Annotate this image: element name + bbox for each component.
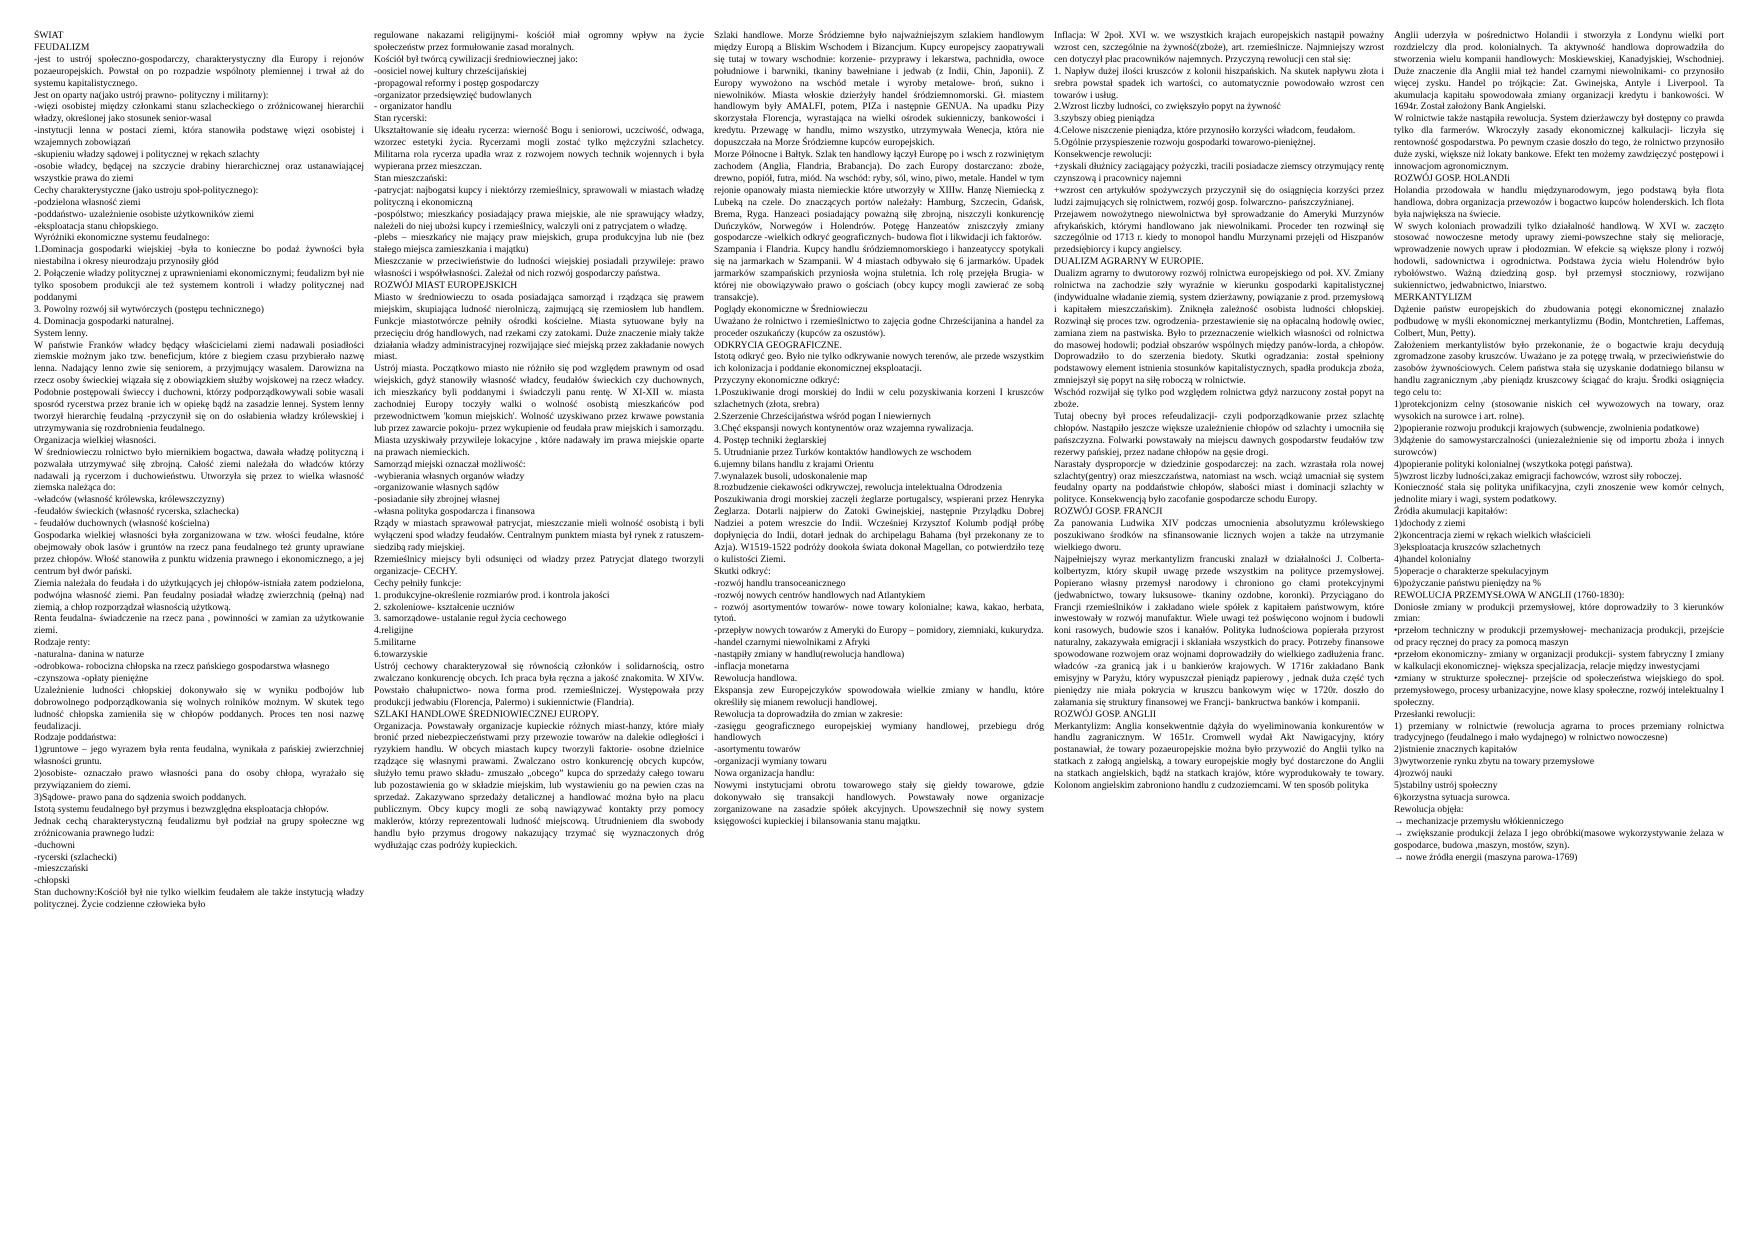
text-paragraph: -feudałów świeckich (własność rycerska, szlachecka) [34, 506, 239, 518]
text-paragraph: •przełom techniczny w produkcji przemysłowej- mechanizacja produkcji, przejście od pracy ręcznej do pracy za pomocą maszyn [1394, 625, 1724, 649]
text-paragraph: 2.Szerzenie Chrześcijaństwa wśród pogan I niewiernych [714, 411, 931, 422]
text-paragraph: ODKRYCIA GEOGRAFICZNE. [714, 339, 842, 351]
text-paragraph: Renta feudalna- świadczenie na rzecz pana , powinności w zamian za użytkowanie ziemi. [34, 613, 364, 637]
text-paragraph: FEUDALIZM [34, 41, 90, 53]
text-paragraph: Szampania i Flandria. Kupcy handlu śródziemnomorskiego i hanzeatyccy spotykali się na jarmarkach w Szampanii. W 4 miastach odbywało się 6 jarmarków. Upadek jarmarków szampańskich przyniosła wojna stuletnia. Ich rolę przejęła Brugia- w której nie obowiązywało prawo o gościach (obcy kupcy mogli zawierać ze sobą transakcje). [714, 244, 1044, 303]
text-paragraph: Inflacja: W 2poł. XVI w. we wszystkich krajach europejskich nastąpił poważny wzrost cen, szczególnie na żywność(zboże), art. rzemieślnicze. Najmniejszy wzrost cen dotyczył płac pracowników najemnych. Przyczyną rewolucji cen stał się: [1054, 30, 1384, 65]
text-paragraph: Anglii uderzyła w pośrednictwo Holandii i stworzyła z Londynu wielki port rozdzielczy dla prod. kolonialnych. Ta aktywność handlowa doprowadziła do stworzenia wielu kompanii handlowych: Moskiewskiej, Kanadyjskiej, Wschodniej. Duże znaczenie dla Anglii miał też handel czarnymi niewolnikami- co przynosiło więcej zysku. Handel po trójkącie: Zat. Gwinejska, Antyle i Liverpool. Ta akumulacja kapitału spowodowała zmiany organizacji kredytu i bankowości. W 1694r. Został założony Bank Angielski. [1394, 30, 1724, 113]
text-paragraph: 1. produkcyjne-określenie rozmiarów prod. i kontrola jakości [374, 589, 610, 601]
text-paragraph: W swych koloniach prowadzili tylko działalność handlową. W XVI w. zaczęto stosować nowoczesne metody uprawy ziemi-powszechne stały się melioracje, wprowadzenie nowych upraw i płodozmian. W efekcie są większe plony i rozwój hodowli, sadownictwa i ogrodnictwa. Podstawa życia wielu Holendrów było rybołówstwo. Ważną dziedziną gosp. był przemysł stoczniowy, rozwijano sukiennictwo, jedwabnictwo, lniarstwo. [1394, 220, 1724, 292]
text-paragraph: -asortymentu towarów [714, 744, 801, 756]
text-paragraph: W rolnictwie także nastąpiła rewolucja. System dzierżawczy był dostępny co prawda tylko dla farmerów. Wkroczyły zasady ekonomicznej kalkulacji- liczyła się rentowność gospodarstwa. Po pewnym czasie doszło do tego, że rolnictwo przynosiło duże zyski, większe niż lokaty bankowe. Efekt ten możemy zawdzięczyć postępowi i innowacjom agronomicznym. [1394, 113, 1724, 172]
text-paragraph: Ustrój miasta. Początkowo miasto nie różniło się pod względem prawnym od osad wiejskich, gdyż stanowiły własność władcy, feudałów świeckich czy duchownych, ich mieszkańcy byli poddanymi i świadczyli panu rentę. W XI-XII w. miasta zachodniej Europy toczyły walki o wolność osobistą mieszkańców pod przewodnictwem 'komun miejskich'. Wolność uzyskiwano przez krwawe powstania lub przez zawarcie pokoju- przez wykupienie od feudała praw miejskich i samorządu. Miasta uzyskiwały przywileje lokacyjne , które nadawały im prawa miejskie oparte na prawach niemieckich. [374, 363, 704, 458]
text-paragraph: Za panowania Ludwika XIV podczas umocnienia absolutyzmu królewskiego poszukiwano środków na sfinansowanie licznych wojen a także na utrzymanie wielkiego dworu. [1054, 518, 1384, 553]
text-paragraph: +wzrost cen artykułów spożywczych przyczynił się do osiągnięcia korzyści przez ludzi zajmujących się rolnictwem, rozwój gosp. folwarczno- pańszczyźnianej. [1054, 184, 1384, 208]
text-paragraph: - organizator handlu [374, 101, 452, 113]
text-paragraph: -poddaństwo- uzależnienie osobiste użytkowników ziemi [34, 208, 255, 220]
text-paragraph: SZLAKI HANDLOWE ŚREDNIOWIECZNEJ EUROPY. [374, 708, 599, 720]
text-paragraph: Istotą odkryć geo. Było nie tylko odkrywanie nowych terenów, ale przede wszystkim ich kolonizacja i poddanie ekonomicznej eksploatacji. [714, 351, 1044, 375]
text-paragraph: ŚWIAT [34, 30, 64, 41]
text-paragraph: Morze Północne i Bałtyk. Szlak ten handlowy łączył Europę po i wsch z rozwiniętym zachodem (Anglia, Flandria, Brabancja). Do zach Europy dostarczano: zboże, drewno, popiół, futra, miód. Na wschód: ryby, sól, wino, piwo, metale. Handel w tym rejonie opanowały miasta niemieckie które utworzyły w XIIIw. Hanzę Niemiecką z Lubeką na czele. Do znaczących portów należały: Hamburg, Szczecin, Gdańsk, Brema, Ryga. Hanzeaci posiadający poważną siłę zbrojną, niszczyli konkurencję Duńczyków, Norwegów i Holendrów. Potęgę Hanzeatów zniszczyły zmiany gospodarcze -wielkich odkryć geograficznych- budowa flot i likwidacji ich faktorów. [714, 149, 1044, 244]
text-paragraph: -patrycjat: najbogatsi kupcy i niektórzy rzemieślnicy, sprawowali w miastach władzę polityczną i ekonomiczną [374, 184, 704, 208]
text-paragraph: Ziemia należała do feudała i do użytkujących jej chłopów-istniała zatem podzielona, podwójna własność ziemi. Pan feudalny posiadał władzę zwierzchnią (pełną) nad ziemią, a chłop rozporządzał własnością użytkową. [34, 577, 364, 613]
text-column-3 [714, 30, 1044, 1230]
text-paragraph: -handel czarnymi niewolnikami z Afryki [714, 637, 871, 649]
document-page [34, 30, 1724, 1230]
text-paragraph: -więzi osobistej między członkami stanu szlacheckiego o zróżnicowanej hierarchii władzy, określonej jako stosunek senior-wasal [34, 101, 364, 125]
text-paragraph: -inflacja monetarna [714, 661, 789, 673]
text-paragraph: Rodzaje renty: [34, 637, 91, 649]
text-paragraph: MERKANTYLIZM [1394, 291, 1472, 303]
text-paragraph: Szlaki handlowe. Morze Śródziemne było najważniejszym szlakiem handlowym między Europą a Bliskim Wschodem i Bizancjum. Kupcy europejscy zaopatrywali się tutaj w towary wschodnie: korzenie- przyprawy i lekarstwa, pachnidła, owoce południowe i barwniki, tkaniny bawełniane i jedwab (z Indii, Chin, Japonii). Z Europy wywożono na wschód metale i wyroby metalowe- broń, sukno i niewolników. Miasta włoskie dzierżyły handel śródziemnomorski. Gł. miastem handlowym były AMALFI, potem, PIZa i następnie GENUA. Na upadku Pizy skorzystała Florencja, wyrastająca na wielki ośrodek sukienniczy, bankowości i kredytu. Przewagę w handlu, mimo wszystko, utrzymywała Wenecja, która nie dopuszczała na Morze Śródziemne kupców europejskich. [714, 30, 1044, 149]
text-paragraph: -nastąpiły zmiany w handlu(rewolucja handlowa) [714, 649, 905, 661]
text-paragraph: 8.rozbudzenie ciekawości odkrywczej, rewolucja intelektualna Odrodzenia [714, 482, 1002, 494]
text-paragraph: -rycerski (szlachecki) [34, 851, 117, 863]
text-paragraph: 2. szkoleniowe- kształcenie uczniów [374, 601, 515, 613]
text-paragraph: 4. Postęp techniki żeglarskiej [714, 434, 827, 446]
text-paragraph: → nowe źródła energii (maszyna parowa-1769) [1394, 851, 1578, 863]
text-paragraph: Ekspansja zew Europejczyków spowodowała wielkie zmiany w handlu, które określiły się mianem rewolucji handlowej. [714, 684, 1044, 708]
text-paragraph: Mieszczanie w przeciwieństwie do ludności wiejskiej posiadali przywileje: prawo własności i współwłasności. Zależał od nich rozwój gospodarczy państwa. [374, 256, 704, 280]
text-paragraph: W średniowieczu rolnictwo było miernikiem bogactwa, dawała władzę polityczną i pozwalała utrzymywać siłę zbrojną. Całość ziemi należała do władców którzy nadawali ją rycerzom i duchowieństwu. Utworzyła się przez to wielka własność ziemska należąca do: [34, 446, 364, 494]
text-paragraph: Tutaj obecny był proces refeudalizacji- czyli podporządkowanie przez szlachtę chłopów. Nastąpiło jeszcze większe uzależnienie chłopów od szlachty i umocniła się pańszczyzna. Folwarki powstawały na miejscu dawnych gospodarstw feudałów tzw rezerwy pańskiej, przez nadane chłopów na gęsie drogi. [1054, 411, 1384, 458]
text-paragraph: Merkantylizm: Anglia konsekwentnie dążyła do wyeliminowania konkurentów w handlu zagranicznym. W 1651r. Cromwell wydał Akt Nawigacyjny, który postanawiał, że towary pozaeuropejskie można było przywozić do Anglii tylko na statkach z załogą angielską, a towary europejskie mogły być dostarczone do Anglii na statkach angielskich, bądź na statkach krajów, które wyprodukowały te towary. Kolonom angielskim zabroniono handlu z cudzoziemcami. W ten sposób polityka [1054, 720, 1384, 792]
text-paragraph: Ustrój cechowy charakteryzował się równością członków i solidarnością, ostro zwalczano konkurencję obcych. Ich praca była ręczna a jakość znakomita. W XIVw. Powstało chałupnictwo- nowa forma prod. rzemieślniczej. Występowała przy produkcji jedwabiu (Florencja, Palermo) i sukiennictwie (Flandria). [374, 661, 704, 708]
text-paragraph: 3)wytworzenie rynku zbytu na towary przemysłowe [1394, 756, 1595, 768]
text-paragraph: -skupieniu władzy sądowej i politycznej w rękach szlachty [34, 149, 260, 161]
text-column-5 [1394, 30, 1724, 1230]
text-paragraph: 4)handel kolonialny [1394, 553, 1471, 565]
text-paragraph: 4)popieranie polityki kolonialnej (wszytkoka potęgi państwa). [1394, 458, 1633, 470]
text-paragraph: 6)korzystna sytuacja surowca. [1394, 792, 1510, 803]
text-paragraph: System lenny. [34, 327, 88, 339]
text-paragraph: 2)istnienie znacznych kapitałów [1394, 744, 1518, 756]
text-paragraph: Źródła akumulacji kapitałów: [1394, 506, 1508, 518]
text-paragraph: Jednak cechą charakterystyczną feudalizmu był podział na grupy społeczne wg zróżnicowania prawnego ludzi: [34, 815, 364, 839]
text-paragraph: Rewolucja ta doprowadziła do zmian w zakresie: [714, 708, 903, 720]
text-paragraph: 6)pożyczanie państwu pieniędzy na % [1394, 577, 1542, 589]
text-paragraph: Nowa organizacja handlu: [714, 768, 815, 780]
text-paragraph: Wyróżniki ekonomiczne systemu feudalnego: [34, 232, 210, 244]
text-paragraph: -jest to ustrój społeczno-gospodarczy, charakterystyczny dla Europy i rejonów pozaeuropejskich. Powstał on po rozpadzie wspólnoty plemiennej i trwał aż do systemu kapitalistycznego. [34, 53, 364, 89]
text-paragraph: 3.Chęć ekspansji nowych kontynentów oraz wzajemna rywalizacja. [714, 422, 974, 434]
text-paragraph: ROZWÓJ MIAST EUROPEJSKICH [374, 280, 518, 292]
text-paragraph: -naturalna- danina w naturze [34, 649, 145, 661]
text-paragraph: Poglądy ekonomiczne w Średniowieczu [714, 303, 868, 315]
text-paragraph: -chłopski [34, 875, 70, 887]
text-paragraph: Rewolucja objęła: [1394, 803, 1464, 815]
text-paragraph: 5.Ogólnie przyspieszenie rozwoju gospodarki towarowo-pieniężnej. [1054, 137, 1316, 149]
text-paragraph: → mechanizacje przemysłu włókienniczego [1394, 815, 1564, 827]
text-paragraph: regulowane nakazami religijnymi- kościół miał ogromny wpływ na życie społeczeństw przez formułowanie zasad moralnych. [374, 30, 704, 53]
text-paragraph: -organizacji wymiany towaru [714, 756, 827, 768]
text-column-1 [34, 30, 364, 1230]
text-paragraph: - rozwój asortymentów towarów- nowe towary kolonialne; kawa, kakao, herbata, tytoń. [714, 601, 1044, 625]
text-paragraph: 6.towarzyskie [374, 649, 428, 661]
text-paragraph: Miasto w średniowieczu to osada posiadająca samorząd i rządząca się prawem miejskim, skupiająca ludność nierolniczą, zajmującą się rzemiosłem lub handlem. Funkcje miastotwórcze pełniły ośrodki kościelne. Miasta sytuowane były na przecięciu dróg handlowych, nad rzekami czy zatokami. Duże znaczenie miały także działania władzy administracyjnej rozwijające sieć miejską przez zakładanie nowych miast. [374, 291, 704, 363]
text-paragraph: 3)dążenie do samowystarczalności (uniezależnienie się od importu zboża i innych surowców) [1394, 434, 1724, 458]
text-paragraph: -eksploatacja stanu chłopskiego. [34, 220, 159, 232]
text-paragraph: •zmiany w strukturze społecznej- przejście od społeczeństwa wiejskiego do społ. przemysłowego, procesy urbanizacyjne, nowe klasy społeczne, rozwój intelektualny I społeczny. [1394, 672, 1724, 708]
text-paragraph: 1)protekcjonizm celny (stosowanie niskich ceł wywozowych na towary, oraz wysokich na surowce i art. rolne). [1394, 399, 1724, 422]
text-paragraph: Uważano że rolnictwo i rzemieślnictwo to zajęcia godne Chrześcijanina a handel za proceder oszukańczy (kupców za oszustów). [714, 315, 1044, 339]
text-paragraph: 5)operacje o charakterze spekulacyjnym [1394, 565, 1549, 577]
text-paragraph: -plebs – mieszkańcy nie mający praw miejskich, grupa produkcyjna lub nie (bez stałego miejsca zamieszkania i majątku) [374, 232, 704, 256]
text-paragraph: Dualizm agrarny to dwutorowy rozwój rolnictwa europejskiego od poł. XV. Zmiany rolnictwa na zachodzie szły wyraźnie w kierunku gospodarki kapitalistycznej (indywidualne władanie ziemią, system dzierżawny, powiązanie z prod. przemysłową i kapitałem mieszczańskim). Zniknęła zależność osobista ludności chłopskiej. Rozwinął się proces tzw. ogrodzenia- przestawienie się na opłacalną hodowlę owiec, zamiana ziem na pastwiska. Było to przeznaczenie wielkich własności od rolnictwa do masowej hodowli; podział obszarów wspólnych między panów-lorda, a chłopów. Doprowadziło to do szerzenia biedoty. Skutki ogradzania: został spełniony podstawowy element istnienia stosunków kapitalistycznych, spadła produkcja zboża, zmniejszył się popyt na siłę roboczą w rolnictwie. [1054, 268, 1384, 387]
text-column-4 [1054, 30, 1384, 1230]
text-paragraph: Narastały dysproporcje w dziedzinie gospodarczej: na zach. wzrastała rola nowej szlachty(gentry) oraz mieszczaństwa, natomiast na wsch. wciąż umacniał się system feudalny oparty na poddaństwie chłopów, słabości miast i dominacji szlachty w polityce. Konsekwencją było zacofanie gospodarcze schodu Europy. [1054, 458, 1384, 506]
text-paragraph: Rządy w miastach sprawował patrycjat, mieszczanie mieli wolność osobistą i byli wyłączeni spod władzy feudałów. Centralnym punktem miasta był rynek z ratuszem- siedzibą rady miejskiej. [374, 518, 704, 553]
text-paragraph: 3. samorządowe- ustalanie reguł życia cechowego [374, 613, 567, 625]
text-paragraph: -instytucji lenna w postaci ziemi, która stanowiła podstawę więzi osobistej i wzajemnych zobowiązań [34, 125, 364, 149]
text-paragraph: 4.religijne [374, 625, 414, 637]
text-paragraph: 1.Poszukiwanie drogi morskiej do Indii w celu pozyskiwania korzeni I kruszców szlachetnych (złota, srebra) [714, 387, 1044, 411]
text-paragraph: Holandia przodowała w handlu międzynarodowym, jego podstawą była flota handlowa, dobra organizacja przewozów i bogactwo kupców holenderskich. Ich flota była największa na świecie. [1394, 184, 1724, 220]
text-paragraph: Samorząd miejski oznaczał możliwość: [374, 458, 526, 470]
text-paragraph: Doniosłe zmiany w produkcji przemysłowej, które doprowadziły to 3 kierunków zmian: [1394, 601, 1724, 625]
text-paragraph: Skutki odkryć: [714, 565, 771, 577]
text-paragraph: ROZWÓJ GOSP. ANGLII [1054, 708, 1157, 720]
text-paragraph: 5)stabilny ustrój społeczny [1394, 780, 1498, 792]
text-paragraph: 3)Sądowe- prawo pana do sądzenia swoich poddanych. [34, 792, 247, 803]
text-paragraph: -mieszczański [34, 863, 89, 875]
text-paragraph: Organizacja. Powstawały organizacje kupieckie różnych miast-hanzy, które miały bronić przed niebezpieczeństwami przy przewozie towarów na dalekie odległości i ryzykiem handlu. W obcych miastach kupcy tworzyli faktorie- osobne dzielnice rządzące się własnymi prawami. Zwalczano ostro konkurencję obcych kupców, służyło temu prawo składu- zmuszało „obcego” kupca do sprzedaży całego towaru lub pozostawienia go w składzie miejskim, lub wystawieniu go na pewien czas na sprzedaż. Zakazywano sprzedaży detalicznej a handlować można było na placu publicznym. Obcy kupcy mogli ze sobą nawiązywać kontakty przy pomocy maklerów, którzy reprezentowali ludność miejscową. Utrudnieniem dla swobody handlu było przymus drogowy nakazujący trzymać się wyznaczonych dróg wydłużając czas podróży kupieckich. [374, 720, 704, 851]
text-paragraph: 5)wzrost liczby ludności,zakaz emigracji fachowców, wzrost siły roboczej. [1394, 470, 1682, 482]
text-paragraph: -własna polityka gospodarcza i finansowa [374, 506, 535, 518]
text-paragraph: Stan duchowny:Kościół był nie tylko wielkim feudałem ale także instytucją władzy politycznej. Życie codzienne człowieka było [34, 887, 364, 911]
text-paragraph: Konsekwencje rewolucji: [1054, 149, 1152, 161]
text-paragraph: Przyczyny ekonomiczne odkryć: [714, 375, 840, 387]
text-paragraph: -czynszowa -opłaty pieniężne [34, 672, 149, 684]
text-paragraph: Przesłanki rewolucji: [1394, 708, 1476, 720]
text-paragraph: -pospólstwo; mieszkańcy posiadający prawa miejskie, ale nie sprawujący władzy, należeli do niej ubożsi kupcy i rzemieślnicy, walczyli oni z patrycjatem o władzę. [374, 208, 704, 232]
text-paragraph: Gospodarka wielkiej własności była zorganizowana w tzw. włości feudalne, które obejmowały obok lasów i gruntów na rzecz pana feudalnego też grunty uprawiane przez chłopów. Włość stanowiła z punktu widzenia prawnego i ekonomicznego, a jej centrum był dwór pański. [34, 530, 364, 577]
text-paragraph: -przepływ nowych towarów z Ameryki do Europy – pomidory, ziemniaki, kukurydza. [714, 625, 1044, 637]
text-paragraph: 5.militarne [374, 637, 416, 649]
text-paragraph: 1.Dominacja gospodarki wiejskiej -była to konieczne bo podaż żywności była niestabilna i okresy nieurodzaju przynosiły głód [34, 244, 364, 268]
text-paragraph: 2. Połączenie władzy politycznej z uprawnieniami ekonomicznymi; feudalizm był nie tylko sposobem produkcji ale też systemem kontroli i władzy politycznej nad poddanymi [34, 268, 364, 303]
text-paragraph: W państwie Franków władcy będący właścicielami ziemi nadawali posiadłości ziemskie możnym jako tzw. beneficjum, które z biegiem czasu przybierało nazwę lenna. Nadający lenno zwie się seniorem, a przyjmujący wasalem. Darowizna na rzecz osoby świeckiej wiązała się z obowiązkiem służby wojskowej na rzecz władcy. Podobnie postępowali świeccy i duchowni, którzy podporządkowywali sobie wasali sposród rycerstwa przez branie ich w opiekę bądź na zasadzie lennej. System lenny tworzył hierarchię feudalną -przyczynił się on do osłabienia władzy królewskiej i utrzymywania się rozdrobnienia feudalnego. [34, 339, 364, 434]
text-paragraph: -organizowanie własnych sądów [374, 482, 500, 494]
text-paragraph: -podzielona własność ziemi [34, 196, 141, 208]
text-paragraph: DUALIZM AGRARNY W EUROPIE. [1054, 256, 1204, 268]
text-paragraph: Uzależnienie ludności chłopskiej dokonywało się w wyniku podbojów lub dobrowolnego podporządkowania się wolnych rolników możnym. W skutek tego ludność chłopska zamieniła się w chłopów poddanych. Proces ten nosi nazwę feudalizacji. [34, 684, 364, 732]
text-paragraph: 2)koncentracja ziemi w rękach wielkich właścicieli [1394, 530, 1591, 542]
text-paragraph: Najpełniejszy wyraz merkantylizm francuski znalazł w działalności J. Colberta- kolbertyzm, który skupił uwagę przede wszystkim na polityce przemysłowej. Popierano własny przemysł narodowy i chroniono go cłami protekcyjnymi (jedwabnictwo, towary luksusowe- tkaniny ozdobne, koronki). Przyciągano do Francji rzemieślników i zakładano wiele spółek z kapitałem państwowym, które inwestowały w rozwój manufaktur. Wiele uwagi też poświęcono wojnom i budowli koni rasowych, budowie szos i kanałów. Polityka ludnościowa popierała przyrost naturalny, zakazywała emigracji i skłaniała wszystkich do pracy. Potrzeby finansowe spowodowane rozwojem oraz wojnami doprowadziły do wielkiego zadłużenia franc. władców -za granicą jak i u bankierów krajowych. W 1716r zakładano Bank emisyjny w Paryżu, który wypuszczał pieniądz papierowy , jednak duża część tych pieniędzy nie miała pokrycia w kruszcu bankowym więc w 1720r. doszło do załamania się struktury finansowej we Francji- bankructwa banków i kompanii. [1054, 553, 1384, 708]
text-paragraph: -propagowal reformy i postęp gospodarczy [374, 77, 540, 89]
text-paragraph: Wschód rozwijał się tylko pod względem rolnictwa gdyż narzucony został popyt na zboże. [1054, 387, 1384, 411]
text-paragraph: -organizator przedsięwzięć budowlanych [374, 89, 532, 101]
text-paragraph: Rewolucja handlowa. [714, 672, 798, 684]
text-paragraph: -duchowni [34, 839, 76, 851]
text-paragraph: Ukształtowanie się ideału rycerza: wierność Bogu i seniorowi, uczciwość, odwaga, wzorzec estetyki życia. Rycerzami mogli zostać tylko mężczyźni szlachetcy. Militarna rola rycerza upadła wraz z rozwojem nowych technik wojennych i była wypierana przez mieszczan. [374, 125, 704, 172]
text-paragraph: •przełom ekonomiczny- zmiany w organizacji produkcji- system fabryczny I zmiany w kalkulacji ekonomicznej- większa specjalizacja, relacje między inwestycjami [1394, 649, 1724, 673]
text-paragraph: 3)eksploatacja kruszców szlachetnych [1394, 541, 1541, 553]
text-paragraph: -wybierania własnych organów władzy [374, 470, 525, 482]
text-column-2 [374, 30, 704, 1230]
text-paragraph: 2.Wzrost liczby ludności, co zwiększyło popyt na żywność [1054, 101, 1281, 113]
text-paragraph: 4.Celowe niszczenie pieniądza, które przynosiło korzyści władcom, feudałom. [1054, 125, 1356, 137]
text-paragraph: → zwiększanie produkcji żelaza I jego obróbki(masowe wykorzystywanie żelaza w gospodarce, budowa ,maszyn, mostów, szyn). [1394, 827, 1724, 851]
text-paragraph: Nowymi instytucjami obrotu towarowego stały się giełdy towarowe, gdzie dokonywało się transakcji handlowych. Powstawały nowe organizacje zorganizowane na zasadzie spółek akcyjnych. Upowszechnił się nowy system księgowości kupieckiej i bilansowania stanu majątku. [714, 780, 1044, 827]
text-paragraph: Stan rycerski: [374, 113, 428, 125]
text-paragraph: 2)osobiste- oznaczało prawo własności pana do osoby chłopa, wyrażało się przywiązaniem do ziemi. [34, 768, 364, 792]
text-paragraph: -rozwój handlu transoceanicznego [714, 577, 846, 589]
text-paragraph: ROZWÓJ GOSP. HOLANDIi [1394, 172, 1510, 184]
text-paragraph: - feudałów duchownych (własność kościelna) [34, 518, 210, 530]
text-paragraph: Dążenie państw europejskich do zbudowania potęgi ekonomicznej znalazło podbudowę w myśli ekonomicznej merkantylizmu (Bodin, Montchretien, Laffemas, Colbert, Mun, Petty). [1394, 303, 1724, 339]
text-paragraph: 7.wynalazek busoli, udoskonalenie map [714, 470, 868, 482]
text-paragraph: -osobie władcy, będącej na szczycie drabiny hierarchicznej oraz ustanawiającej wszystkie prawa do ziemi [34, 160, 364, 184]
text-paragraph: 1)dochody z ziemi [1394, 518, 1466, 530]
text-paragraph: REWOLUCJA PRZEMYSŁOWA W ANGLII (1760-1830): [1394, 589, 1625, 601]
text-paragraph: Przejawem nowożytnego niewolnictwa był sprowadzanie do Ameryki Murzynów afrykańskich, którymi handlowano jak niewolnikami. Proceder ten rozwinął się szczególnie od 1713 r. kiedy to monopol handlu Murzynami przejęli od Hiszpanów przedsiębiorcy i kupcy angielscy. [1054, 208, 1384, 256]
text-paragraph: 5. Utrudnianie przez Turków kontaktów handlowych ze wschodem [714, 446, 972, 458]
text-paragraph: 4. Dominacja gospodarki naturalnej. [34, 315, 174, 327]
text-paragraph: -władców (własność królewska, królewszczyzny) [34, 494, 225, 506]
text-paragraph: +zyskali dłużnicy zaciągający pożyczki, tracili posiadacze ziemscy otrzymujący rentę czynszową i pracownicy najemni [1054, 160, 1384, 184]
text-paragraph: 6.ujemny bilans handlu z krajami Orientu [714, 458, 874, 470]
text-paragraph: 4)rozwój nauki [1394, 768, 1453, 780]
text-paragraph: Jest on oparty na(jako ustrój prawno- polityczny i militarny): [34, 89, 269, 101]
text-paragraph: 3.szybszy obieg pieniądza [1054, 113, 1155, 125]
text-paragraph: Istotą systemu feudalnego był przymus i bezwzględna eksploatacja chłopów. [34, 803, 329, 815]
text-paragraph: 1)gruntowe – jego wyrazem była renta feudalna, wynikała z pańskiej zwierzchniej własności gruntu. [34, 744, 364, 768]
text-paragraph: Rodzaje poddaństwa: [34, 732, 117, 744]
text-paragraph: Stan mieszczański: [374, 172, 448, 184]
text-paragraph: 1) przemiany w rolnictwie (rewolucja agrarna to proces przemiany rolnictwa tradycyjnego (feudalnego i mało wydajnego) w rolnictwo nowoczesne) [1394, 720, 1724, 744]
text-paragraph: -zasięgu geograficznego europejskiej wymiany handlowej, przebiegu dróg handlowych [714, 720, 1044, 744]
text-paragraph: Poszukiwania drogi morskiej zaczęli żeglarze portugalscy, wspierani przez Henryka Żeglarza. Dotarli najpierw do Zatoki Gwinejskiej, następnie Przylądku Dobrej Nadziei a potem wreszcie do Indii. Wcześniej Krzysztof Kolumb podjął próbę dopłynięcia do Indii, dotarł jednak do archipelagu Bahama (był przekonany ze to Azja). W1519-1522 podróży dookoła świata dokonał Magellan, co potwierdziło tezę o kulistości Ziemi. [714, 494, 1044, 565]
text-paragraph: Organizacja wielkiej własności. [34, 434, 157, 446]
text-paragraph: 1. Napływ dużej ilości kruszców z kolonii hiszpańskich. Na skutek napływu złota i srebra powstał spadek ich wartości, co automatycznie powodowało wzrost cen towarów i usług. [1054, 65, 1384, 101]
text-paragraph: 3. Powolny rozwój sił wytwórczych (postępu technicznego) [34, 303, 264, 315]
text-paragraph: Cechy pełniły funkcje: [374, 577, 462, 589]
text-paragraph: -odrobkowa- robocizna chłopska na rzecz pańskiego gospodarstwa własnego [34, 661, 330, 673]
text-paragraph: 2)popieranie rozwoju produkcji krajowych (subwencje, zwolnienia podatkowe) [1394, 422, 1700, 434]
text-paragraph: Cechy charakterystyczne (jako ustroju społ-politycznego): [34, 184, 259, 196]
text-paragraph: -rozwój nowych centrów handlowych nad Atlantykiem [714, 589, 926, 601]
text-paragraph: -posiadanie siły zbrojnej własnej [374, 494, 501, 506]
text-paragraph: Założeniem merkantylistów było przekonanie, że o bogactwie kraju decydują zgromadzone zasoby kruszców. Uważano je za potęgę trwałą, w przeciwieństwie do zasobów żywnościowych. Celem państwa stała się uzyskanie dodatniego bilansu w handlu zagranicznym ,aby pieniądz kruszcowy ściągać do kraju. Środki osiągnięcia tego celu to: [1394, 339, 1724, 399]
text-paragraph: -oosiciel nowej kultury chrześcijańskiej [374, 65, 527, 77]
text-paragraph: Konieczność stała się polityka unifikacyjna, czyli znoszenie wew komór celnych, jednolite miary i wagi, system podatkowy. [1394, 482, 1724, 506]
text-paragraph: Rzemieślnicy miejscy byli odsunięci od władzy przez Patrycjat dlatego tworzyli organizacje- CECHY. [374, 553, 704, 577]
text-paragraph: Kościół był twórcą cywilizacji średniowiecznej jako: [374, 53, 578, 65]
text-paragraph: ROZWÓJ GOSP. FRANCJI [1054, 506, 1163, 518]
